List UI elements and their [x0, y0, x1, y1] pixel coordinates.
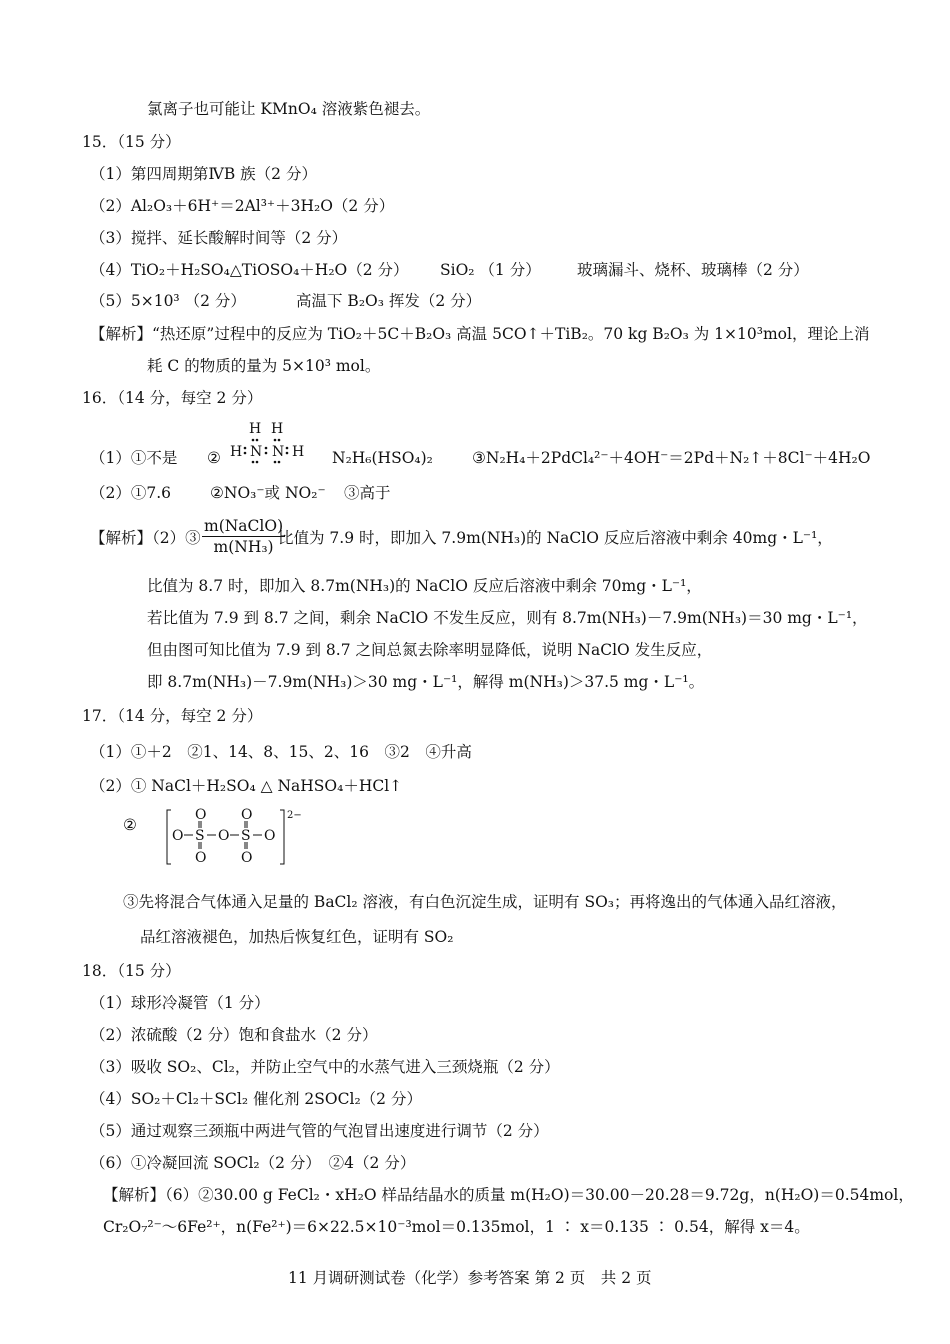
q16-1a: （1）①不是 — [90, 449, 178, 467]
q17-3a: ③先将混合气体通入足量的 BaCl₂ 溶液，有白色沉淀生成，证明有 SO₃；再将逸出的气体通入品红溶液， — [123, 893, 847, 911]
q18-4: （4）SO₂＋Cl₂＋SCl₂ 催化剂 2SOCl₂（2 分） — [90, 1090, 422, 1108]
q18-analysis-2: Cr₂O₇²⁻～6Fe²⁺，n(Fe²⁺)＝6×22.5×10⁻³mol＝0.135mol，1 ∶ x＝0.135 ∶ 0.54，解得 x＝4。 — [103, 1218, 810, 1236]
q17-1: （1）①＋2 ②1、14、8、15、2、16 ③2 ④升高 — [90, 743, 472, 761]
q15-2: （2）Al₂O₃＋6H⁺＝2Al³⁺＋3H₂O（2 分） — [90, 197, 395, 215]
q17-2a: （2）① NaCl＋H₂SO₄ △ NaHSO₄＋HCl↑ — [90, 777, 403, 795]
q15-analysis-1: 【解析】“热还原”过程中的反应为 TiO₂＋5C＋B₂O₃ 高温 5CO↑＋TiB₂。70 kg B₂O₃ 为 1×10³mol，理论上消 — [90, 325, 870, 343]
q16-analysis-1a: 【解析】（2）③ — [90, 529, 201, 547]
q16-analysis-5: 即 8.7m(NH₃)－7.9m(NH₃)＞30 mg・L⁻¹，解得 m(NH₃)＞37.5 mg・L⁻¹。 — [147, 673, 705, 691]
q17-2b: ② — [123, 816, 137, 834]
q16-2a: （2）①7.6 — [90, 484, 172, 502]
q18-1: （1）球形冷凝管（1 分） — [90, 994, 270, 1012]
s2o8-structure — [163, 804, 313, 870]
q17-3b: 品红溶液褪色，加热后恢复红色，证明有 SO₂ — [140, 928, 454, 946]
n2h4-atom-h: H — [271, 421, 284, 437]
q15-1: （1）第四周期第ⅣB 族（2 分） — [90, 165, 317, 183]
q16-1c: N₂H₆(HSO₄)₂ — [332, 449, 433, 467]
q18-3: （3）吸收 SO₂、Cl₂，并防止空气中的水蒸气进入三颈烧瓶（2 分） — [90, 1058, 560, 1076]
q17-heading: 17．（14 分，每空 2 分） — [82, 707, 263, 725]
fraction-denominator: m(NH₃) — [213, 538, 274, 556]
q15-5b: 高温下 B₂O₃ 挥发（2 分） — [296, 292, 482, 310]
q18-2: （2）浓硫酸（2 分）饱和食盐水（2 分） — [90, 1026, 378, 1044]
s2o8-atom-o: O — [195, 807, 207, 823]
n2h4-electron-formula — [228, 418, 306, 470]
q16-2c: ③高于 — [344, 484, 391, 502]
q14-tail: 氯离子也可能让 KMnO₄ 溶液紫色褪去。 — [147, 100, 431, 118]
q16-analysis-2: 比值为 8.7 时，即加入 8.7m(NH₃)的 NaClO 反应后溶液中剩余 70mg・L⁻¹， — [147, 577, 702, 595]
s2o8-atom-o: O — [241, 807, 253, 823]
s2o8-atom-o: O — [218, 828, 230, 844]
q15-heading: 15．（15 分） — [82, 133, 181, 151]
n2h4-atom-n: N — [250, 444, 263, 460]
q16-1b: ② — [207, 449, 221, 467]
q18-analysis-1: 【解析】（6）②30.00 g FeCl₂・xH₂O 样品结晶水的质量 m(H₂O)＝30.00－20.28＝9.72g，n(H₂O)＝0.54mol， — [103, 1186, 914, 1204]
q16-analysis-3: 若比值为 7.9 到 8.7 之间，剩余 NaClO 不发生反应，则有 8.7m(NH₃)－7.9m(NH₃)＝30 mg・L⁻¹， — [147, 609, 868, 627]
n2h4-atom-h: H — [230, 444, 243, 460]
s2o8-atom-s: S — [195, 828, 205, 844]
q15-5a: （5）5×10³ （2 分） — [90, 292, 246, 310]
n2h4-atom-h: H — [249, 421, 262, 437]
q15-4a: （4）TiO₂＋H₂SO₄△TiOSO₄＋H₂O（2 分） — [90, 261, 409, 279]
fraction-numerator: m(NaClO) — [204, 517, 284, 535]
q16-analysis-4: 但由图可知比值为 7.9 到 8.7 之间总氮去除率明显降低，说明 NaClO 发生反应， — [147, 641, 713, 659]
s2o8-atom-o: O — [172, 828, 184, 844]
q15-3: （3）搅拌、延长酸解时间等（2 分） — [90, 229, 348, 247]
q15-4b: SiO₂ （1 分） — [440, 261, 541, 279]
s2o8-atom-s: S — [241, 828, 251, 844]
q16-ratio-fraction — [200, 516, 287, 557]
q16-2b: ②NO₃⁻或 NO₂⁻ — [210, 484, 326, 502]
q18-heading: 18．（15 分） — [82, 962, 181, 980]
s2o8-charge: 2− — [287, 810, 302, 821]
q16-heading: 16．（14 分，每空 2 分） — [82, 389, 263, 407]
n2h4-atom-h: H — [292, 444, 305, 460]
q15-4c: 玻璃漏斗、烧杯、玻璃棒（2 分） — [577, 261, 809, 279]
q15-analysis-2: 耗 C 的物质的量为 5×10³ mol。 — [147, 357, 381, 375]
n2h4-atom-n: N — [272, 444, 285, 460]
q16-1d: ③N₂H₄＋2PdCl₄²⁻＋4OH⁻＝2Pd＋N₂↑＋8Cl⁻＋4H₂O — [472, 449, 871, 467]
page-footer: 11 月调研测试卷（化学）参考答案 第 2 页 共 2 页 — [288, 1269, 652, 1287]
s2o8-atom-o: O — [241, 850, 253, 866]
q18-5: （5）通过观察三颈瓶中两进气管的气泡冒出速度进行调节（2 分） — [90, 1122, 549, 1140]
s2o8-atom-o: O — [264, 828, 276, 844]
s2o8-atom-o: O — [195, 850, 207, 866]
q16-analysis-1b: 比值为 7.9 时，即加入 7.9m(NH₃)的 NaClO 反应后溶液中剩余 40mg・L⁻¹， — [278, 529, 833, 547]
q18-6: （6）①冷凝回流 SOCl₂（2 分） ②4（2 分） — [90, 1154, 416, 1172]
